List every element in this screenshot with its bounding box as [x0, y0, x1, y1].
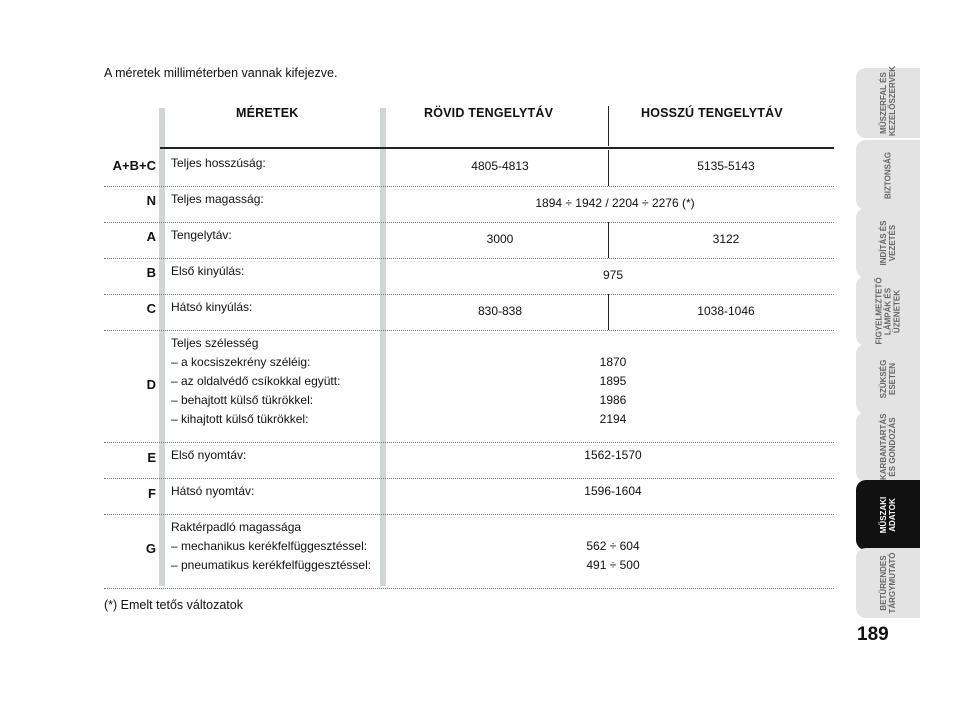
- value-long: 1038-1046: [697, 304, 755, 318]
- label-line: – behajtott külső tükrökkel:: [171, 393, 314, 407]
- label-line: – az oldalvédő csíkokkal együtt:: [171, 374, 341, 388]
- label-line: – pneumatikus kerékfelfüggesztéssel:: [171, 558, 372, 572]
- header-rule: [160, 147, 834, 149]
- value-long: 5135-5143: [697, 159, 755, 173]
- row-separator: [104, 478, 834, 479]
- value-both: 975: [602, 268, 624, 282]
- row-separator: [104, 294, 834, 295]
- header-divider: [608, 106, 609, 146]
- tab-dashboard-controls[interactable]: [856, 65, 920, 138]
- footnote: (*) Emelt tetős változatok: [104, 598, 243, 612]
- row-code: E: [147, 450, 156, 465]
- value-divider: [608, 222, 609, 258]
- value-divider: [608, 150, 609, 186]
- row-label: Teljes magasság:: [171, 192, 264, 206]
- value-short: 4805-4813: [471, 159, 529, 173]
- value-long: 3122: [712, 232, 740, 246]
- row-separator: [104, 258, 834, 259]
- label-line: Teljes szélesség: [171, 336, 259, 350]
- label-line: – kihajtott külső tükrökkel:: [171, 412, 309, 426]
- row-label: Első kinyúlás:: [171, 264, 245, 278]
- row-code: F: [148, 486, 156, 501]
- row-code: G: [145, 541, 156, 556]
- value-line: 2194: [599, 412, 627, 426]
- value-both: [553, 353, 673, 429]
- row-label: Hátsó nyomtáv:: [171, 484, 255, 498]
- row-separator: [104, 222, 834, 223]
- tab-warning-lights[interactable]: [856, 276, 920, 346]
- row-label: Első nyomtáv:: [171, 448, 247, 462]
- tab-label: KARBANTARTÁS ÉS GONDOZÁS: [879, 413, 897, 480]
- tab-starting-driving[interactable]: [856, 208, 920, 278]
- value-both: [553, 537, 673, 575]
- tab-label: MŰSZAKI ADATOK: [879, 496, 897, 534]
- row-code: A+B+C: [112, 158, 156, 173]
- label-line: Raktérpadló magassága: [171, 520, 302, 534]
- tab-technical-data[interactable]: [856, 480, 920, 550]
- tab-label: SZÜKSÉG ESETEN: [879, 359, 897, 399]
- tab-index[interactable]: [856, 548, 920, 618]
- row-label: Tengelytáv:: [171, 228, 232, 242]
- value-line: 491 ÷ 500: [586, 558, 640, 572]
- header-dimensions: MÉRETEK: [236, 106, 299, 120]
- row-code: C: [146, 301, 156, 316]
- label-line: – mechanikus kerékfelfüggesztéssel:: [171, 539, 368, 553]
- row-separator: [104, 330, 834, 331]
- row-code: B: [146, 265, 156, 280]
- value-divider: [608, 294, 609, 330]
- tab-label: MŰSZERFAL ÉS KEZELŐSZERVEK: [879, 65, 897, 136]
- tab-emergency[interactable]: [856, 344, 920, 414]
- row-separator: [104, 442, 834, 443]
- row-code: N: [146, 193, 156, 208]
- value-short: 3000: [486, 232, 514, 246]
- value-both: 1894 ÷ 1942 / 2204 ÷ 2276 (*): [535, 196, 695, 210]
- tab-label: FIGYELMEZTETŐ LÁMPÁK ÉS ÜZENETEK: [874, 276, 902, 344]
- row-code: D: [146, 377, 156, 392]
- value-both: 1562-1570: [584, 448, 642, 462]
- row-label: [171, 334, 340, 429]
- label-line: – a kocsiszekrény széléig:: [171, 355, 311, 369]
- row-separator: [104, 588, 834, 589]
- value-both: 1596-1604: [584, 484, 642, 498]
- header-short-wheelbase: RÖVID TENGELYTÁV: [424, 106, 554, 120]
- tab-safety[interactable]: [856, 140, 920, 210]
- tab-label: INDÍTÁS ÉS VEZETÉS: [879, 220, 897, 266]
- row-label: Teljes hosszúság:: [171, 156, 266, 170]
- intro-text: A méretek milliméterben vannak kifejezve.: [104, 66, 338, 80]
- row-separator: [104, 186, 834, 187]
- value-short: 830-838: [477, 304, 523, 318]
- value-line: 562 ÷ 604: [586, 539, 640, 553]
- tab-maintenance[interactable]: [856, 412, 920, 482]
- value-line: 1986: [599, 393, 627, 407]
- tab-label: BETŰRENDES TÁRGYMUTATÓ: [879, 552, 897, 614]
- row-label: Hátsó kinyúlás:: [171, 300, 253, 314]
- row-separator: [104, 514, 834, 515]
- row-label: [171, 518, 371, 575]
- row-code: A: [146, 229, 156, 244]
- value-line: 1870: [599, 355, 627, 369]
- header-long-wheelbase: HOSSZÚ TENGELYTÁV: [641, 106, 783, 120]
- tab-label: BIZTONSÁG: [883, 151, 893, 199]
- page-number: 189: [857, 624, 889, 645]
- value-line: 1895: [599, 374, 627, 388]
